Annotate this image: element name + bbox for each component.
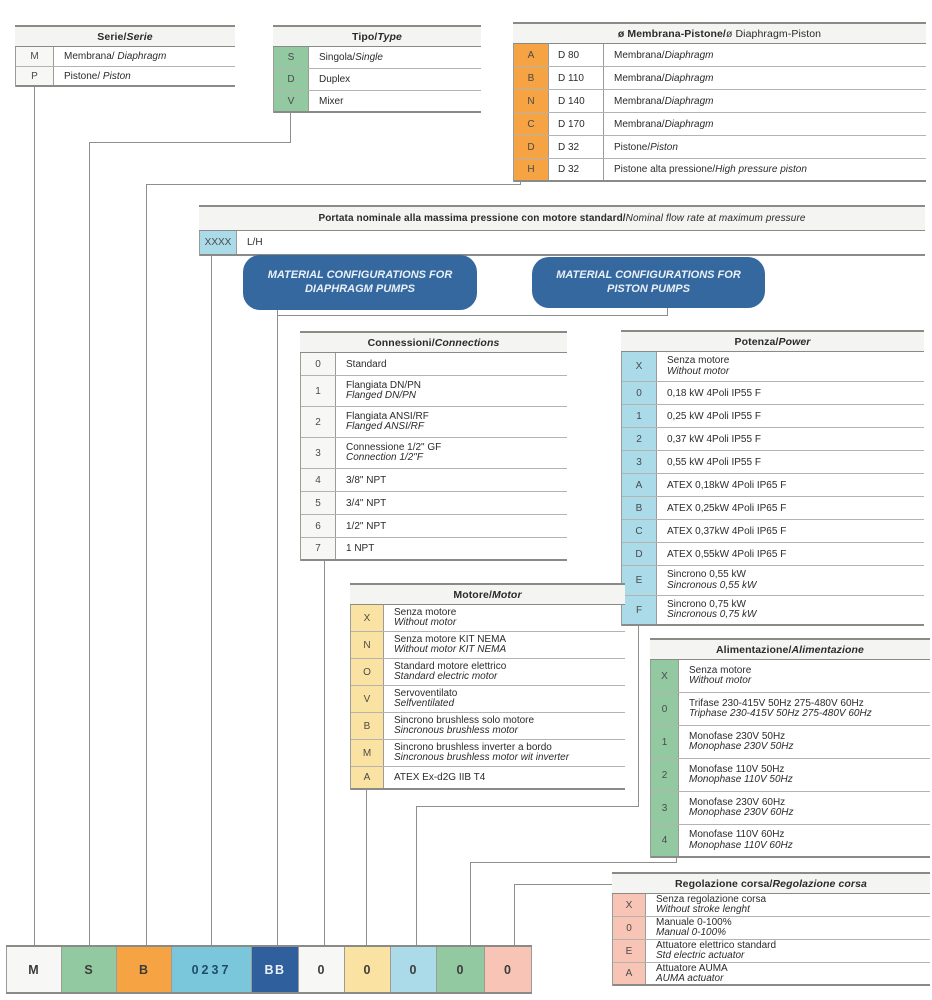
code-cell: M (16, 47, 54, 66)
description-cell: Standard motore elettrico Standard electric motor (394, 660, 507, 682)
connector-line (89, 142, 90, 945)
code-cell: A (613, 963, 646, 984)
table-row (16, 67, 235, 87)
table-row (301, 469, 567, 492)
code-cell: X (622, 352, 657, 381)
description-cell: Pistone alta pressione/High pressure piston (614, 164, 807, 175)
description-cell: Membrana/Diaphragm (614, 118, 714, 130)
connector-line (146, 184, 521, 185)
table-row (514, 113, 926, 136)
table-row (301, 407, 567, 438)
table-row (274, 91, 481, 113)
table-connections (300, 331, 567, 561)
code-cell: 5 (301, 492, 336, 514)
code-box: B (117, 947, 172, 992)
code-cell: B (514, 67, 549, 89)
connector-line (514, 884, 515, 945)
code-cell: 2 (301, 407, 336, 437)
description-cell: 0,37 kW 4Poli IP55 F (667, 433, 761, 445)
table-row (514, 67, 926, 90)
table-row (622, 543, 924, 566)
table-row (301, 492, 567, 515)
connector-line (290, 110, 291, 142)
code-box: 0 (437, 947, 485, 992)
table-title-flow-rate: Portata nominale alla massima pressione con motore standard/ Nominal flow rate at maximum pressure (199, 205, 925, 231)
table-flow-rate (199, 205, 925, 256)
description-cell: Connessione 1/2" GF Connection 1/2"F (346, 441, 442, 463)
description-cell: 3/8" NPT (346, 474, 387, 486)
table-row (351, 713, 625, 740)
code-cell: P (16, 67, 54, 85)
description-cell: Sincrono 0,55 kW Sincronous 0,55 kW (667, 569, 757, 591)
code-cell: V (274, 91, 309, 111)
table-row (622, 382, 924, 405)
connector-line (416, 806, 417, 945)
description-cell: Senza motore KIT NEMA Without motor KIT NEMA (394, 633, 507, 655)
code-cell: 4 (651, 825, 679, 856)
code-cell: M (351, 740, 384, 766)
description-cell: Servoventilato Selfventilated (394, 687, 458, 709)
table-row (351, 767, 625, 790)
code-cell: 0 (622, 382, 657, 404)
connector-line (89, 142, 291, 143)
code-cell: E (622, 566, 657, 595)
code-box: 0237 (172, 947, 252, 992)
code-cell: 1 (622, 405, 657, 427)
code-box: 0 (485, 947, 532, 992)
table-row (622, 520, 924, 543)
table-row (514, 44, 926, 67)
description-cell: 0,55 kW 4Poli IP55 F (667, 456, 761, 468)
code-cell: C (622, 520, 657, 542)
connector-line (277, 315, 667, 316)
table-row (651, 660, 930, 693)
table-row (613, 963, 930, 986)
table-row (622, 451, 924, 474)
diameter-cell: D 32 (549, 136, 604, 158)
table-row (613, 917, 930, 940)
description-cell: Pistone/Piston (614, 141, 678, 153)
description-cell: Monofase 230V 50Hz Monophase 230V 50Hz (689, 730, 794, 752)
diameter-cell: D 170 (549, 113, 604, 135)
description-cell: Membrana/Diaphragm (614, 49, 714, 61)
code-cell: 3 (622, 451, 657, 473)
code-cell: 4 (301, 469, 336, 491)
table-row (351, 632, 625, 659)
code-cell: 1 (301, 376, 336, 406)
code-cell: 0 (301, 353, 336, 375)
description-cell: ATEX 0,37kW 4Poli IP65 F (667, 525, 787, 537)
description-cell: Mixer (319, 95, 344, 107)
table-row (351, 659, 625, 686)
code-cell: 6 (301, 515, 336, 537)
table-title-supply: Alimentazione/ Alimentazione (650, 638, 930, 660)
table-row (651, 759, 930, 792)
code-cell: 3 (651, 792, 679, 824)
description-cell: 0,25 kW 4Poli IP55 F (667, 410, 761, 422)
diameter-cell: D 32 (549, 159, 604, 180)
diameter-cell: D 140 (549, 90, 604, 112)
code-cell: V (351, 686, 384, 712)
table-row (651, 825, 930, 858)
table-row (301, 515, 567, 538)
description-cell: ATEX Ex-d2G IIB T4 (394, 772, 486, 783)
table-tipo (273, 25, 481, 113)
connector-line (34, 84, 35, 945)
connector-line (211, 253, 212, 945)
table-title-stroke-adjustment: Regolazione corsa/ Regolazione corsa (612, 872, 930, 894)
code-cell: X (351, 605, 384, 631)
code-cell: B (351, 713, 384, 739)
code-cell: H (514, 159, 549, 180)
code-cell: A (622, 474, 657, 496)
description-cell: Attuatore elettrico standard Std electric actuator (656, 940, 777, 961)
description-cell: Duplex (319, 74, 351, 85)
description-cell: Singola/Single (319, 52, 383, 63)
table-serie (15, 25, 235, 87)
table-row (622, 428, 924, 451)
code-cell: C (514, 113, 549, 135)
description-cell: Monofase 110V 50Hz Monophase 110V 50Hz (689, 763, 793, 785)
table-row (351, 686, 625, 713)
material-config-piston-button[interactable]: MATERIAL CONFIGURATIONS FOR PISTON PUMPS (532, 257, 765, 308)
description-cell: Membrana/Diaphragm (614, 95, 714, 107)
code-box: 0 (391, 947, 437, 992)
connector-line (324, 556, 325, 945)
description-cell: Sincrono brushless solo motore Sincronous brushless motor (394, 714, 535, 736)
table-row (651, 693, 930, 726)
table-row (274, 69, 481, 91)
description-cell: 3/4" NPT (346, 497, 387, 509)
table-diameter (513, 22, 926, 182)
table-row (351, 605, 625, 632)
table-row (514, 159, 926, 182)
table-row (16, 47, 235, 67)
description-cell: 1 NPT (346, 543, 375, 554)
table-title-power: Potenza/ Power (621, 330, 924, 352)
connector-line (470, 862, 677, 863)
table-row (351, 740, 625, 767)
table-title-connections: Connessioni/ Connections (300, 331, 567, 353)
code-cell: D (622, 543, 657, 565)
code-cell: D (514, 136, 549, 158)
description-cell: Senza motore Without motor (394, 606, 457, 628)
table-row (301, 538, 567, 561)
table-row (301, 376, 567, 407)
table-row (514, 90, 926, 113)
code-cell: 1 (651, 726, 679, 758)
table-row (514, 136, 926, 159)
code-box: S (62, 947, 117, 992)
connector-line (514, 884, 612, 885)
code-cell: X (613, 894, 646, 916)
connector-line (667, 308, 668, 316)
code-cell: N (351, 632, 384, 658)
diameter-cell: D 110 (549, 67, 604, 89)
code-cell: X (651, 660, 679, 692)
code-box: 0 (299, 947, 345, 992)
table-title-tipo: Tipo/ Type (273, 25, 481, 47)
code-cell: N (514, 90, 549, 112)
description-cell: Monofase 230V 60Hz Monophase 230V 60Hz (689, 796, 794, 818)
code-cell: D (274, 69, 309, 90)
description-cell: Pistone/ Piston (64, 70, 131, 82)
description-cell: Sincrono brushless inverter a bordo Sincronous brushless motor wit inverter (394, 741, 570, 763)
code-cell: 0 (651, 693, 679, 725)
example-code-row (6, 945, 532, 994)
table-row (613, 940, 930, 963)
description-cell: Flangiata ANSI/RF Flanged ANSI/RF (346, 410, 429, 432)
description-cell: Senza motore Without motor (667, 355, 730, 377)
code-cell: O (351, 659, 384, 685)
description-cell: Sincrono 0,75 kW Sincronous 0,75 kW (667, 598, 757, 620)
table-row (613, 894, 930, 917)
code-cell: 2 (622, 428, 657, 450)
connector-line (470, 862, 471, 945)
description-cell: Senza regolazione corsa Without stroke lenght (656, 894, 767, 915)
description-cell: Flangiata DN/PN Flanged DN/PN (346, 379, 422, 401)
table-stroke-adjustment (612, 872, 930, 986)
code-box: 0 (345, 947, 391, 992)
code-cell: E (613, 940, 646, 962)
description-cell: Attuatore AUMA AUMA actuator (656, 962, 728, 984)
code-cell: 7 (301, 538, 336, 559)
code-cell: S (274, 47, 309, 68)
table-row (622, 405, 924, 428)
table-title-serie: Serie/ Serie (15, 25, 235, 47)
code-box: BB (252, 947, 299, 992)
connector-line (366, 785, 367, 945)
connector-line (146, 184, 147, 945)
code-cell: A (514, 44, 549, 66)
description-cell: L/H (247, 237, 263, 248)
code-box: M (6, 947, 62, 992)
description-cell: Membrana/Diaphragm (614, 72, 714, 84)
table-row (622, 474, 924, 497)
code-cell: 2 (651, 759, 679, 791)
table-title-motor: Motore/ Motor (350, 583, 625, 605)
code-cell: F (622, 596, 657, 624)
table-row (200, 231, 925, 256)
code-cell: B (622, 497, 657, 519)
table-motor (350, 583, 625, 790)
material-config-diaphragm-button[interactable]: MATERIAL CONFIGURATIONS FOR DIAPHRAGM PUMPS (243, 255, 477, 310)
table-power (621, 330, 924, 626)
description-cell: Standard (346, 358, 387, 370)
table-row (622, 566, 924, 596)
connector-line (277, 310, 278, 945)
description-cell: Membrana/ Diaphragm (64, 51, 167, 62)
table-row (274, 47, 481, 69)
description-cell: ATEX 0,18kW 4Poli IP65 F (667, 479, 787, 491)
description-cell: Senza motore Without motor (689, 664, 752, 686)
description-cell: ATEX 0,25kW 4Poli IP65 F (667, 502, 787, 514)
description-cell: Trifase 230-415V 50Hz 275-480V 60Hz Triphase 230-415V 50Hz 275-480V 60Hz (689, 697, 872, 719)
connector-line (638, 623, 639, 807)
description-cell: Manuale 0-100% Manual 0-100% (656, 917, 732, 938)
code-cell: A (351, 767, 384, 788)
table-supply (650, 638, 930, 858)
table-row (622, 497, 924, 520)
description-cell: Monofase 110V 60Hz Monophase 110V 60Hz (689, 829, 793, 851)
code-cell: 0 (613, 917, 646, 939)
table-title-diameter: ø Membrana-Pistone/ ø Diaphragm-Piston (513, 22, 926, 44)
table-row (301, 438, 567, 469)
code-cell: 3 (301, 438, 336, 468)
description-cell: 1/2" NPT (346, 520, 387, 532)
table-row (651, 726, 930, 759)
description-cell: ATEX 0,55kW 4Poli IP65 F (667, 548, 787, 560)
diameter-cell: D 80 (549, 44, 604, 66)
table-row (651, 792, 930, 825)
table-row (622, 352, 924, 382)
table-row (301, 353, 567, 376)
table-row (622, 596, 924, 626)
code-cell: XXXX (200, 231, 237, 254)
connector-line (416, 806, 639, 807)
description-cell: 0,18 kW 4Poli IP55 F (667, 387, 761, 399)
